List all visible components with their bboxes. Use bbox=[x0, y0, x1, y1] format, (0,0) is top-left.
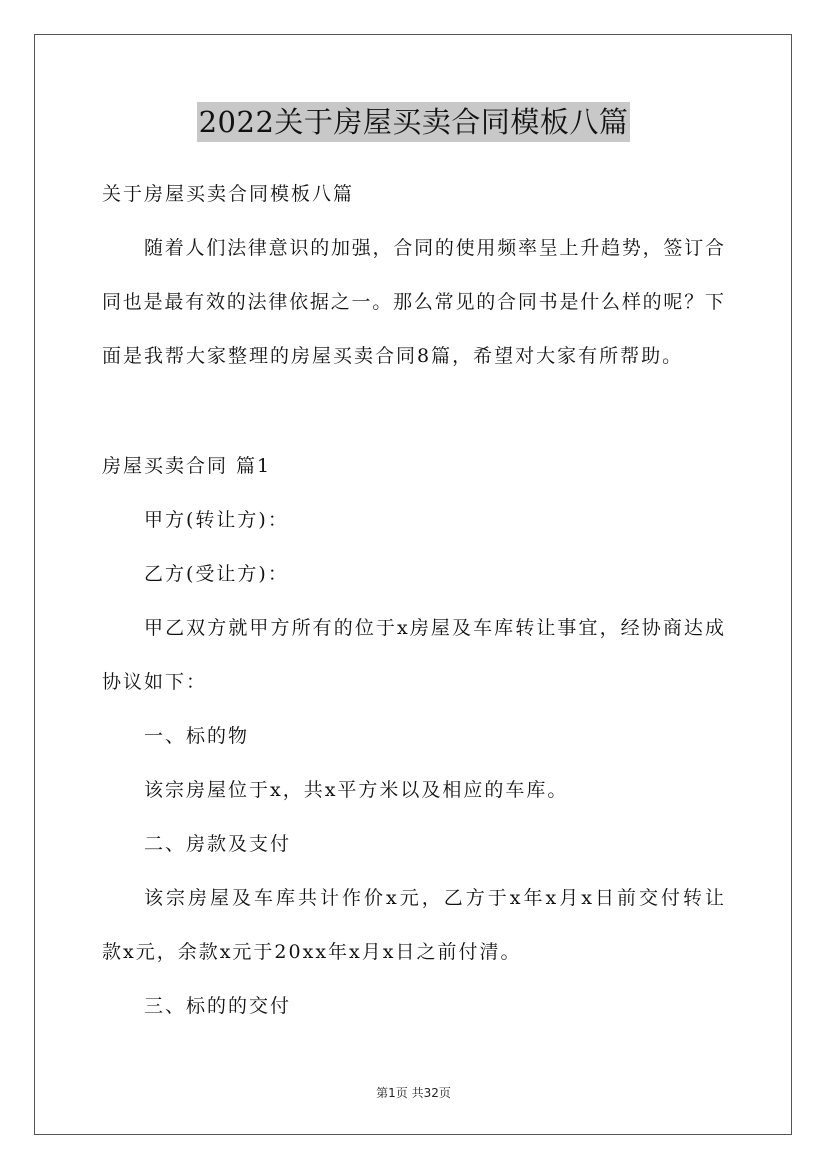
clause-2-line-1: 该宗房屋及车库共计作价x元，乙方于x年x月x日前交付转让 bbox=[144, 887, 724, 909]
clause-1-text: 该宗房屋位于x，共x平方米以及相应的车库。 bbox=[144, 779, 569, 801]
agreement-line-1: 甲乙双方就甲方所有的位于x房屋及车库转让事宜，经协商达成 bbox=[144, 617, 724, 639]
clause-2-heading: 二、房款及支付 bbox=[144, 833, 292, 855]
clause-1-heading: 一、标的物 bbox=[144, 725, 250, 747]
title-container bbox=[0, 102, 827, 142]
document-title: 2022关于房屋买卖合同模板八篇 bbox=[197, 102, 631, 142]
party-a-label: 甲方(转让方)： bbox=[144, 509, 289, 531]
document-subtitle: 关于房屋买卖合同模板八篇 bbox=[102, 183, 355, 205]
clause-3-heading: 三、标的的交付 bbox=[144, 995, 292, 1017]
page-indicator: 第1页 共32页 bbox=[376, 1086, 451, 1100]
party-b-label: 乙方(受让方)： bbox=[144, 563, 289, 585]
agreement-line-2: 协议如下： bbox=[102, 671, 208, 693]
section-heading: 房屋买卖合同 篇1 bbox=[102, 455, 272, 477]
intro-line-1: 随着人们法律意识的加强，合同的使用频率呈上升趋势，签订合 bbox=[144, 237, 724, 259]
intro-line-2: 同也是最有效的法律依据之一。那么常见的合同书是什么样的呢？下 bbox=[102, 291, 724, 313]
clause-2-line-2: 款x元，余款x元于20xx年x月x日之前付清。 bbox=[102, 941, 522, 963]
intro-line-3: 面是我帮大家整理的房屋买卖合同8篇，希望对大家有所帮助。 bbox=[102, 345, 684, 367]
